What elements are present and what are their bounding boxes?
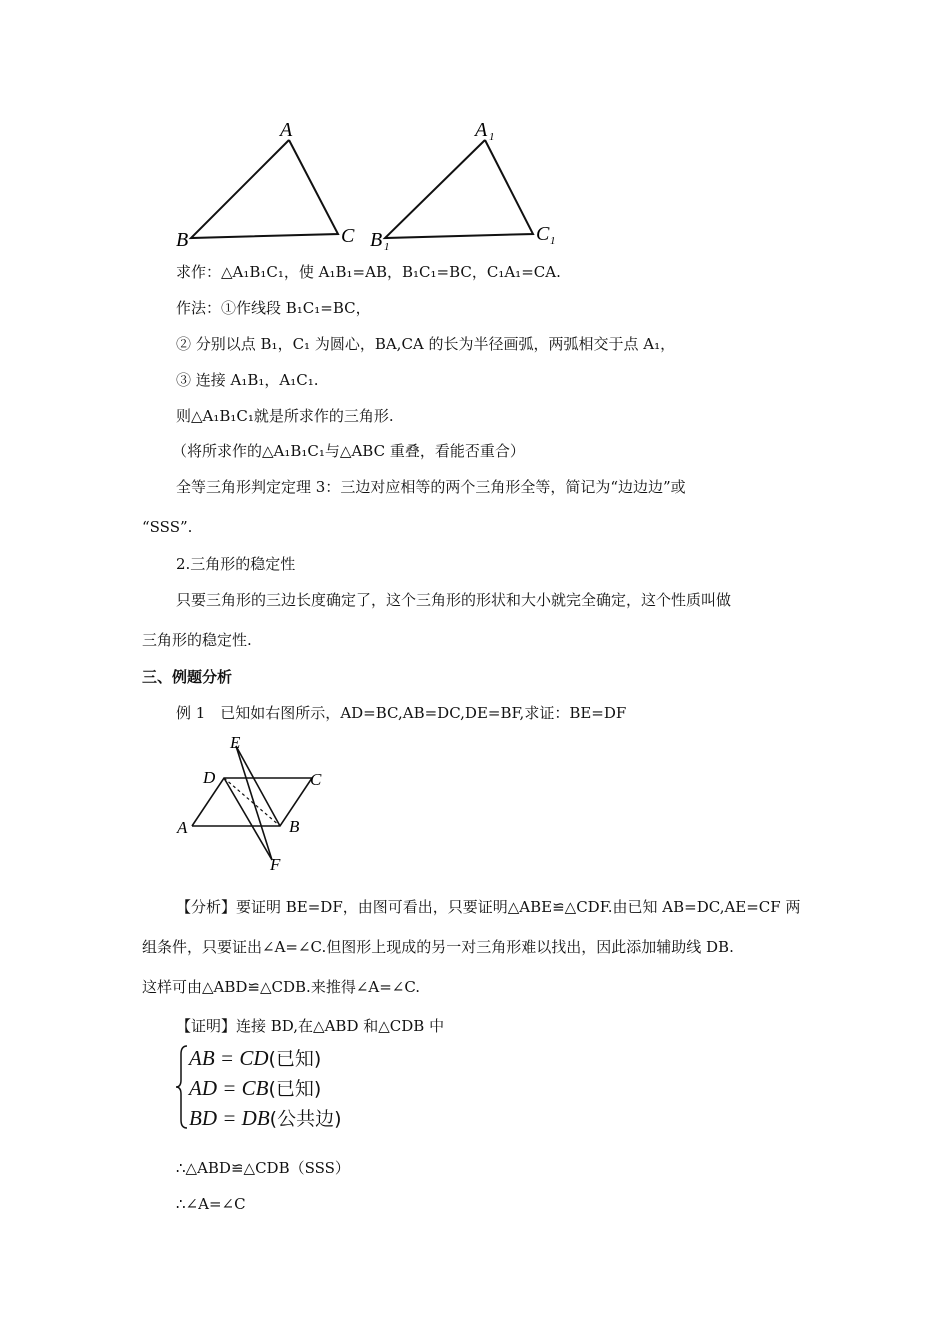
- heading-stability: 2.三角形的稳定性: [176, 555, 296, 573]
- section-title: 三、例题分析: [142, 668, 233, 686]
- text-theorem-cont: “SSS”.: [142, 518, 193, 536]
- label-a1: A: [475, 119, 488, 141]
- conclusion-angle: ∴∠A=∠C: [176, 1195, 246, 1213]
- label-c1-sub: 1: [550, 235, 556, 247]
- text-method-step3: ③ 连接 A₁B₁，A₁C₁.: [176, 371, 319, 389]
- text-method-step1: 作法：①作线段 B₁C₁=BC，: [176, 299, 371, 317]
- text-construct-goal: 求作：△A₁B₁C₁，使 A₁B₁=AB，B₁C₁=BC，C₁A₁=CA.: [176, 263, 561, 281]
- triangle-a1b1c1: [370, 119, 556, 253]
- left-brace: [175, 1042, 189, 1132]
- equation-row-1: AB = CD(已知): [189, 1046, 322, 1070]
- label-c: C: [310, 770, 322, 789]
- analysis-line1: 【分析】要证明 BE=DF，由图可看出，只要证明△ABE≌△CDF.由已知 AB=DC,AE=CF 两: [176, 898, 801, 916]
- triangle-figures: [170, 118, 570, 253]
- label-b: B: [289, 817, 300, 836]
- equation-system: [175, 1042, 375, 1132]
- label-b: B: [176, 229, 189, 251]
- text-stability: 只要三角形的三边长度确定了，这个三角形的形状和大小就完全确定，这个性质叫做: [176, 591, 732, 609]
- analysis-line3: 这样可由△ABD≌△CDB.来推得∠A=∠C.: [142, 978, 421, 996]
- label-d: D: [203, 768, 216, 787]
- label-b1: B: [370, 229, 383, 251]
- label-c1: C: [536, 223, 550, 245]
- label-a: A: [177, 818, 188, 837]
- conclusion-congruent: ∴△ABD≌△CDB（SSS）: [176, 1159, 350, 1177]
- proof-intro: 【证明】连接 BD,在△ABD 和△CDB 中: [176, 1017, 445, 1035]
- analysis-line2: 组条件，只要证出∠A=∠C.但图形上现成的另一对三角形难以找出，因此添加辅助线 DB.: [142, 938, 734, 956]
- label-a: A: [280, 119, 293, 141]
- equation-row-3: BD = DB(公共边): [189, 1106, 342, 1130]
- text-stability-cont: 三角形的稳定性.: [142, 631, 252, 649]
- text-method-step2: ② 分别以点 B₁，C₁ 为圆心，BA,CA 的长为半径画弧，两弧相交于点 A₁，: [176, 335, 676, 353]
- example-statement: 例 1 已知如右图所示，AD=BC,AB=DC,DE=BF,求证：BE=DF: [176, 704, 627, 722]
- triangle-abc: [176, 119, 355, 251]
- label-c: C: [341, 225, 355, 247]
- text-note: （将所求作的△A₁B₁C₁与△ABC 重叠，看能否重合）: [172, 442, 525, 460]
- label-b1-sub: 1: [384, 241, 390, 253]
- equation-row-2: AD = CB(已知): [189, 1076, 322, 1100]
- label-f: F: [270, 855, 281, 874]
- text-conclusion: 则△A₁B₁C₁就是所求作的三角形.: [176, 407, 394, 425]
- example-figure: [170, 728, 340, 878]
- label-a1-sub: 1: [489, 131, 495, 143]
- text-theorem: 全等三角形判定定理 3：三边对应相等的两个三角形全等，简记为“边边边”或: [176, 478, 686, 496]
- label-e: E: [230, 733, 241, 752]
